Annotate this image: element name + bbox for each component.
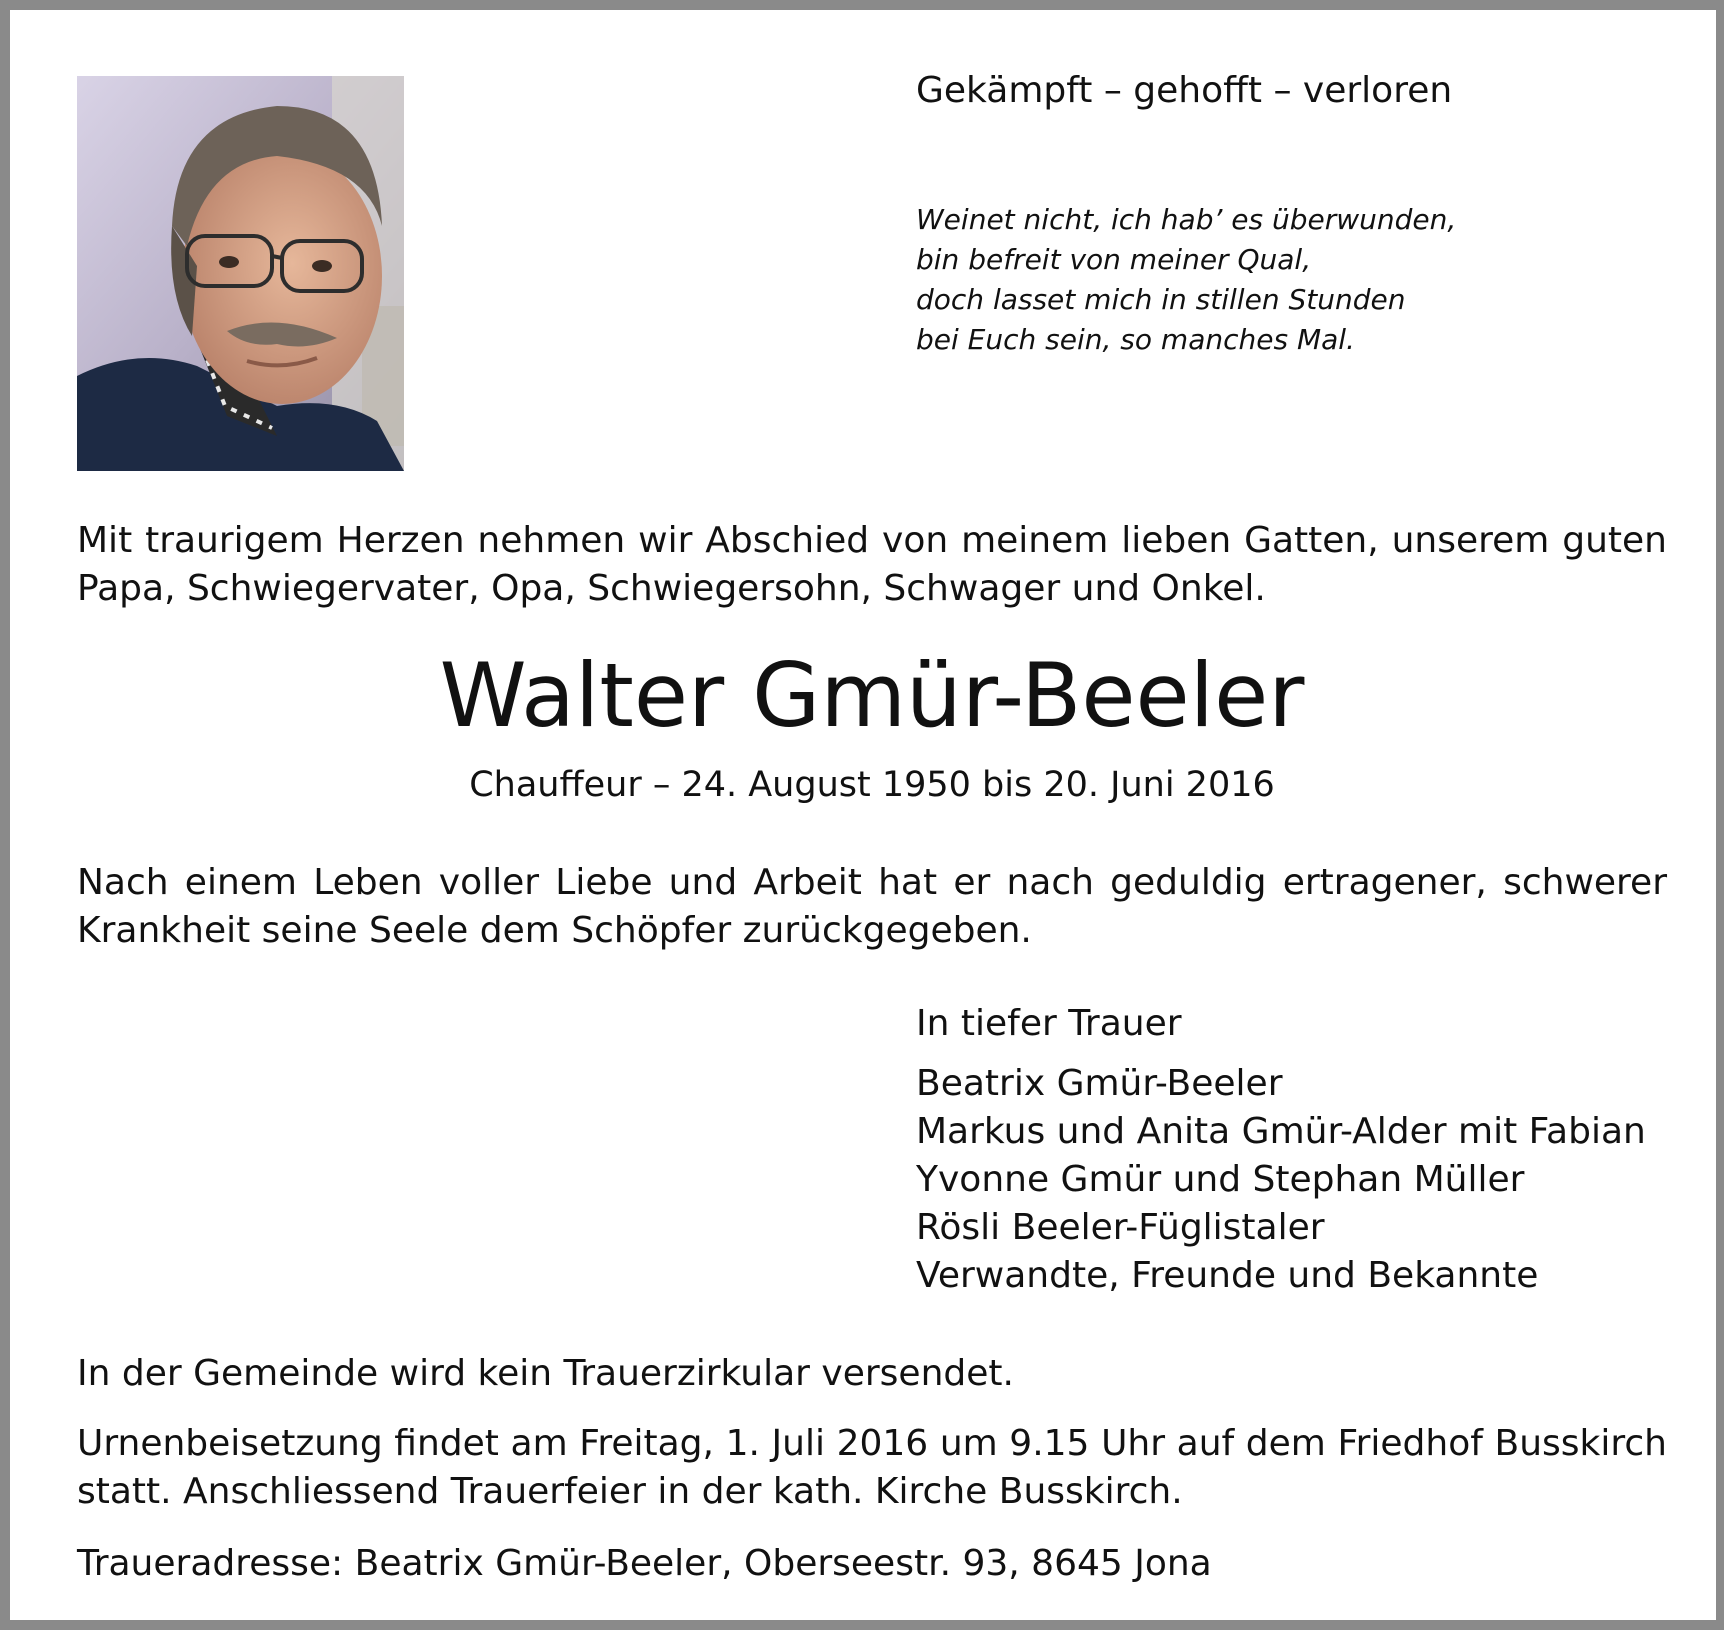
mourner-name: Markus und Anita Gmür-Alder mit Fabian (916, 1111, 1646, 1152)
poem-line: doch lasset mich in stillen Stunden (916, 283, 1406, 316)
burial-notice: Urnenbeisetzung findet am Freitag, 1. Juli 2016 um 9.15 Uhr auf dem Friedhof Busskirch statt. Anschliessend Trauerfeier in der kath. Kirche Busskirch. (77, 1423, 1667, 1512)
mourner-name: Beatrix Gmür-Beeler (916, 1063, 1283, 1104)
life-paragraph: Nach einem Leben voller Liebe und Arbeit hat er nach geduldig ertragener, schwerer Krankheit seine Seele dem Schöpfer zurückgegeben. (77, 862, 1667, 951)
circular-notice: In der Gemeinde wird kein Trauerzirkular versendet. (77, 1353, 1014, 1394)
intro-paragraph: Mit traurigem Herzen nehmen wir Abschied von meinem lieben Gatten, unserem guten Papa, Schwiegervater, Opa, Schwiegersohn, Schwager und Onkel. (77, 520, 1667, 609)
mourning-address: Traueradresse: Beatrix Gmür-Beeler, Oberseestr. 93, 8645 Jona (77, 1543, 1212, 1584)
mourners-lead: In tiefer Trauer (916, 1003, 1182, 1044)
poem (916, 200, 1456, 360)
portrait-photo-drawing (77, 76, 404, 471)
mourner-name: Verwandte, Freunde und Bekannte (916, 1255, 1539, 1296)
occupation-dates: Chauffeur – 24. August 1950 bis 20. Juni 2016 (469, 765, 1275, 805)
mourners-list (916, 1000, 1646, 1300)
motto-line: Gekämpft – gehofft – verloren (916, 70, 1453, 111)
mourner-name: Rösli Beeler-Füglistaler (916, 1207, 1325, 1248)
poem-line: Weinet nicht, ich hab’ es überwunden, (916, 203, 1457, 236)
deceased-name: Walter Gmür-Beeler (439, 644, 1305, 747)
portrait-photo-icon (77, 76, 404, 471)
poem-line: bin befreit von meiner Qual, (916, 243, 1312, 276)
poem-line: bei Euch sein, so manches Mal. (916, 323, 1355, 356)
mourner-name: Yvonne Gmür und Stephan Müller (916, 1159, 1525, 1200)
